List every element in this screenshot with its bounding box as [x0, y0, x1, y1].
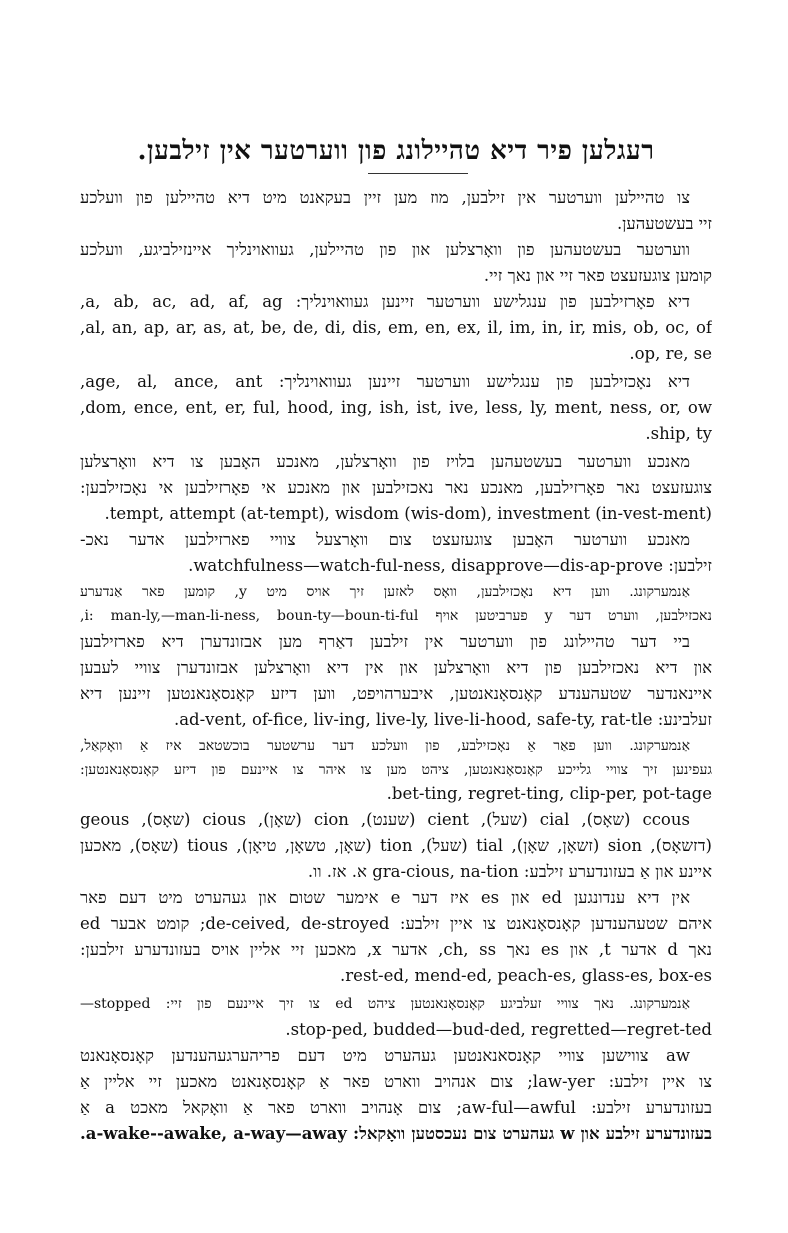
text-line: מאנכע ווערטער האָבען צוגעזעצט צום וואָרצעל צוויי פארזילבען אדער נאכ-	[80, 530, 690, 549]
text-line: און דיא נאכזילבען פון דיא וואָרצלען און אין דיא וואָרצלען אבזונדערן צוויי לעבען	[80, 658, 712, 677]
text-line: צו טהיילען ווערטער אין זילבען, מוז מען זיין בעקאנט מיט דיא טהיילען פון וועלכע	[80, 188, 690, 207]
document-page	[80, 0, 712, 1233]
note-line: אַנמערקונג. ווען דיא נאָכזילבען, וואָס לאזען זיך אויס מיט y, קומען פאר אַנדערע	[80, 584, 690, 600]
text-line: זילבען: watchfulness—watch-ful-ness, disapprove—dis-ap-prove.	[188, 556, 712, 575]
text-line: דיא נאָכזילבען פון ענגלישע ווערטער זיינען געוואוינליך: age, al, ance, ant,	[80, 372, 690, 391]
text-line: אין דיא ענדונגען ed און es איז דער e אימער שטום און געהערט מיט דעם פאר	[80, 888, 690, 907]
text-line: נאך d אדער t, און es נאך ch, ss, אדער x, מאכען זיי אליין אויס בעזונדערע זילבען:	[80, 940, 712, 959]
text-line: זיי בעשטעהען.	[616, 214, 712, 233]
text-line: dom, ence, ent, er, ful, hood, ing, ish, ist, ive, less, ly, ment, ness, or, ow,	[80, 398, 712, 417]
text-line: ccous (שאָס), cial (שעל), cient (שענט), cion (שאָן), cious (שאָס), geous	[80, 810, 690, 829]
text-line: bet-ting, regret-ting, clip-per, pot-tage.	[386, 784, 712, 803]
text-line: rest-ed, mend-ed, peach-es, glass-es, box-es.	[340, 966, 712, 985]
text-line: stop-ped, budded—bud-ded, regretted—regret-ted.	[285, 1020, 712, 1039]
text-line: איינאנדער שטעהענדע קאָנסאָנאנטען, איבערהויפט, ווען דיזע קאָנסאָנאנטען זיינען דיא	[80, 684, 712, 703]
note-line: אַנמערקונג. נאך צוויי זעלביגע קאָנסאָנאנטען ציהט ed צו זיך איינעם פון זיי: stopped—	[80, 996, 690, 1012]
text-line: בעזונדערע זילבע און w געהערט צום נעכסטען וואָקאל: a-wake--awake, a-way—away.	[80, 1124, 712, 1143]
text-line: איינע און אַ בעזונדערע זילבע: gra-cious, na-tion א. אז. וו.	[307, 862, 712, 881]
title-underline	[368, 173, 468, 174]
note-line: געפינען זיך צוויי גלייכע קאָנסאָנאנטען, ציהט מען צו איהר צו איינעם פון דיזע קאָנסאָנאנטען:	[80, 762, 712, 778]
text-line: דיא פאָרזילבען פון ענגלישע ווערטער זיינען געוואוינליך: a, ab, ac, ad, af, ag,	[80, 292, 690, 311]
text-line: בעזונדערע זילבע: aw-ful—awful; צום אָנהויב ווארט פאר אַ וואָקאל מאכט a אַ	[80, 1098, 712, 1117]
text-line: צו איין זילבע: law-yer; צום אנהויב ווארט פאר אַ קאָנסאָנאנט מאכען זיי אליין אַ	[80, 1072, 712, 1091]
text-line: (דזשאָס), sion (זשאָן, שאָן), tial (שעל), tion (שאָן, טשאָן, טיאָן), tious (שאָס), מאכען	[80, 836, 712, 855]
note-line: אַנמערקונג. ווען פאַר אַ נאָכזילבע, פון וועלכע דער ערשטער בוכשטאב איז אַ וואָקאַל,	[80, 738, 690, 754]
page-title: רעגלען פיר דיא טהיילונג פון ווערטער אין זילבען.	[137, 136, 655, 166]
text-line: קומען צוגעזעצט פאר זיי און נאך זיי.	[483, 266, 712, 285]
text-line: זעלבינע: ad-vent, of-fice, liv-ing, live-ly, live-li-hood, safe-ty, rat-tle.	[173, 710, 712, 729]
text-line: ווערטער בעשטעהען פון וואָרצלען און פון טהיילען, געוואוינליך איינזילביגע, וועלכע	[80, 240, 690, 259]
text-line: tempt, attempt (at-tempt), wisdom (wis-dom), investment (in-vest-ment).	[104, 504, 712, 523]
text-line: ship, ty.	[645, 424, 712, 443]
text-line: מאנכע ווערטער בעשטעהען בלויז פון וואָרצלען, מאנכע האָבען צו דיא וואָרצלען	[80, 452, 690, 471]
text-line: op, re, se.	[629, 344, 712, 363]
text-line: ביי דער טהיילונג פון ווערטער אין זילבען דאַרף מען אבזונדערן דיא פארזילבען	[80, 632, 690, 651]
text-line: צוגעזעצט נאר פאָרזילבען, מאנכע נאר נאכזילבען און מאנכע אי פאָרזילבען אי נאָכזילבען:	[80, 478, 712, 497]
text-line: איהם שטעהענדען קאָנסאָנאנט צו איין זילבע: de-ceived, de-stroyed; קומט אבער ed	[80, 914, 712, 933]
text-line: aw צווישען צוויי קאָנסאנאנטען געהערט מיט דעם פריהערגעהענדען קאָנסאָנאנט	[80, 1046, 690, 1065]
note-line: נאכזילבען, ווערט דער y פערביטען אויף i: man-ly,—man-li-ness, boun-ty—boun-ti-ful,	[80, 608, 712, 624]
text-line: al, an, ap, ar, as, at, be, de, di, dis, em, en, ex, il, im, in, ir, mis, ob, oc, of,	[80, 318, 712, 337]
